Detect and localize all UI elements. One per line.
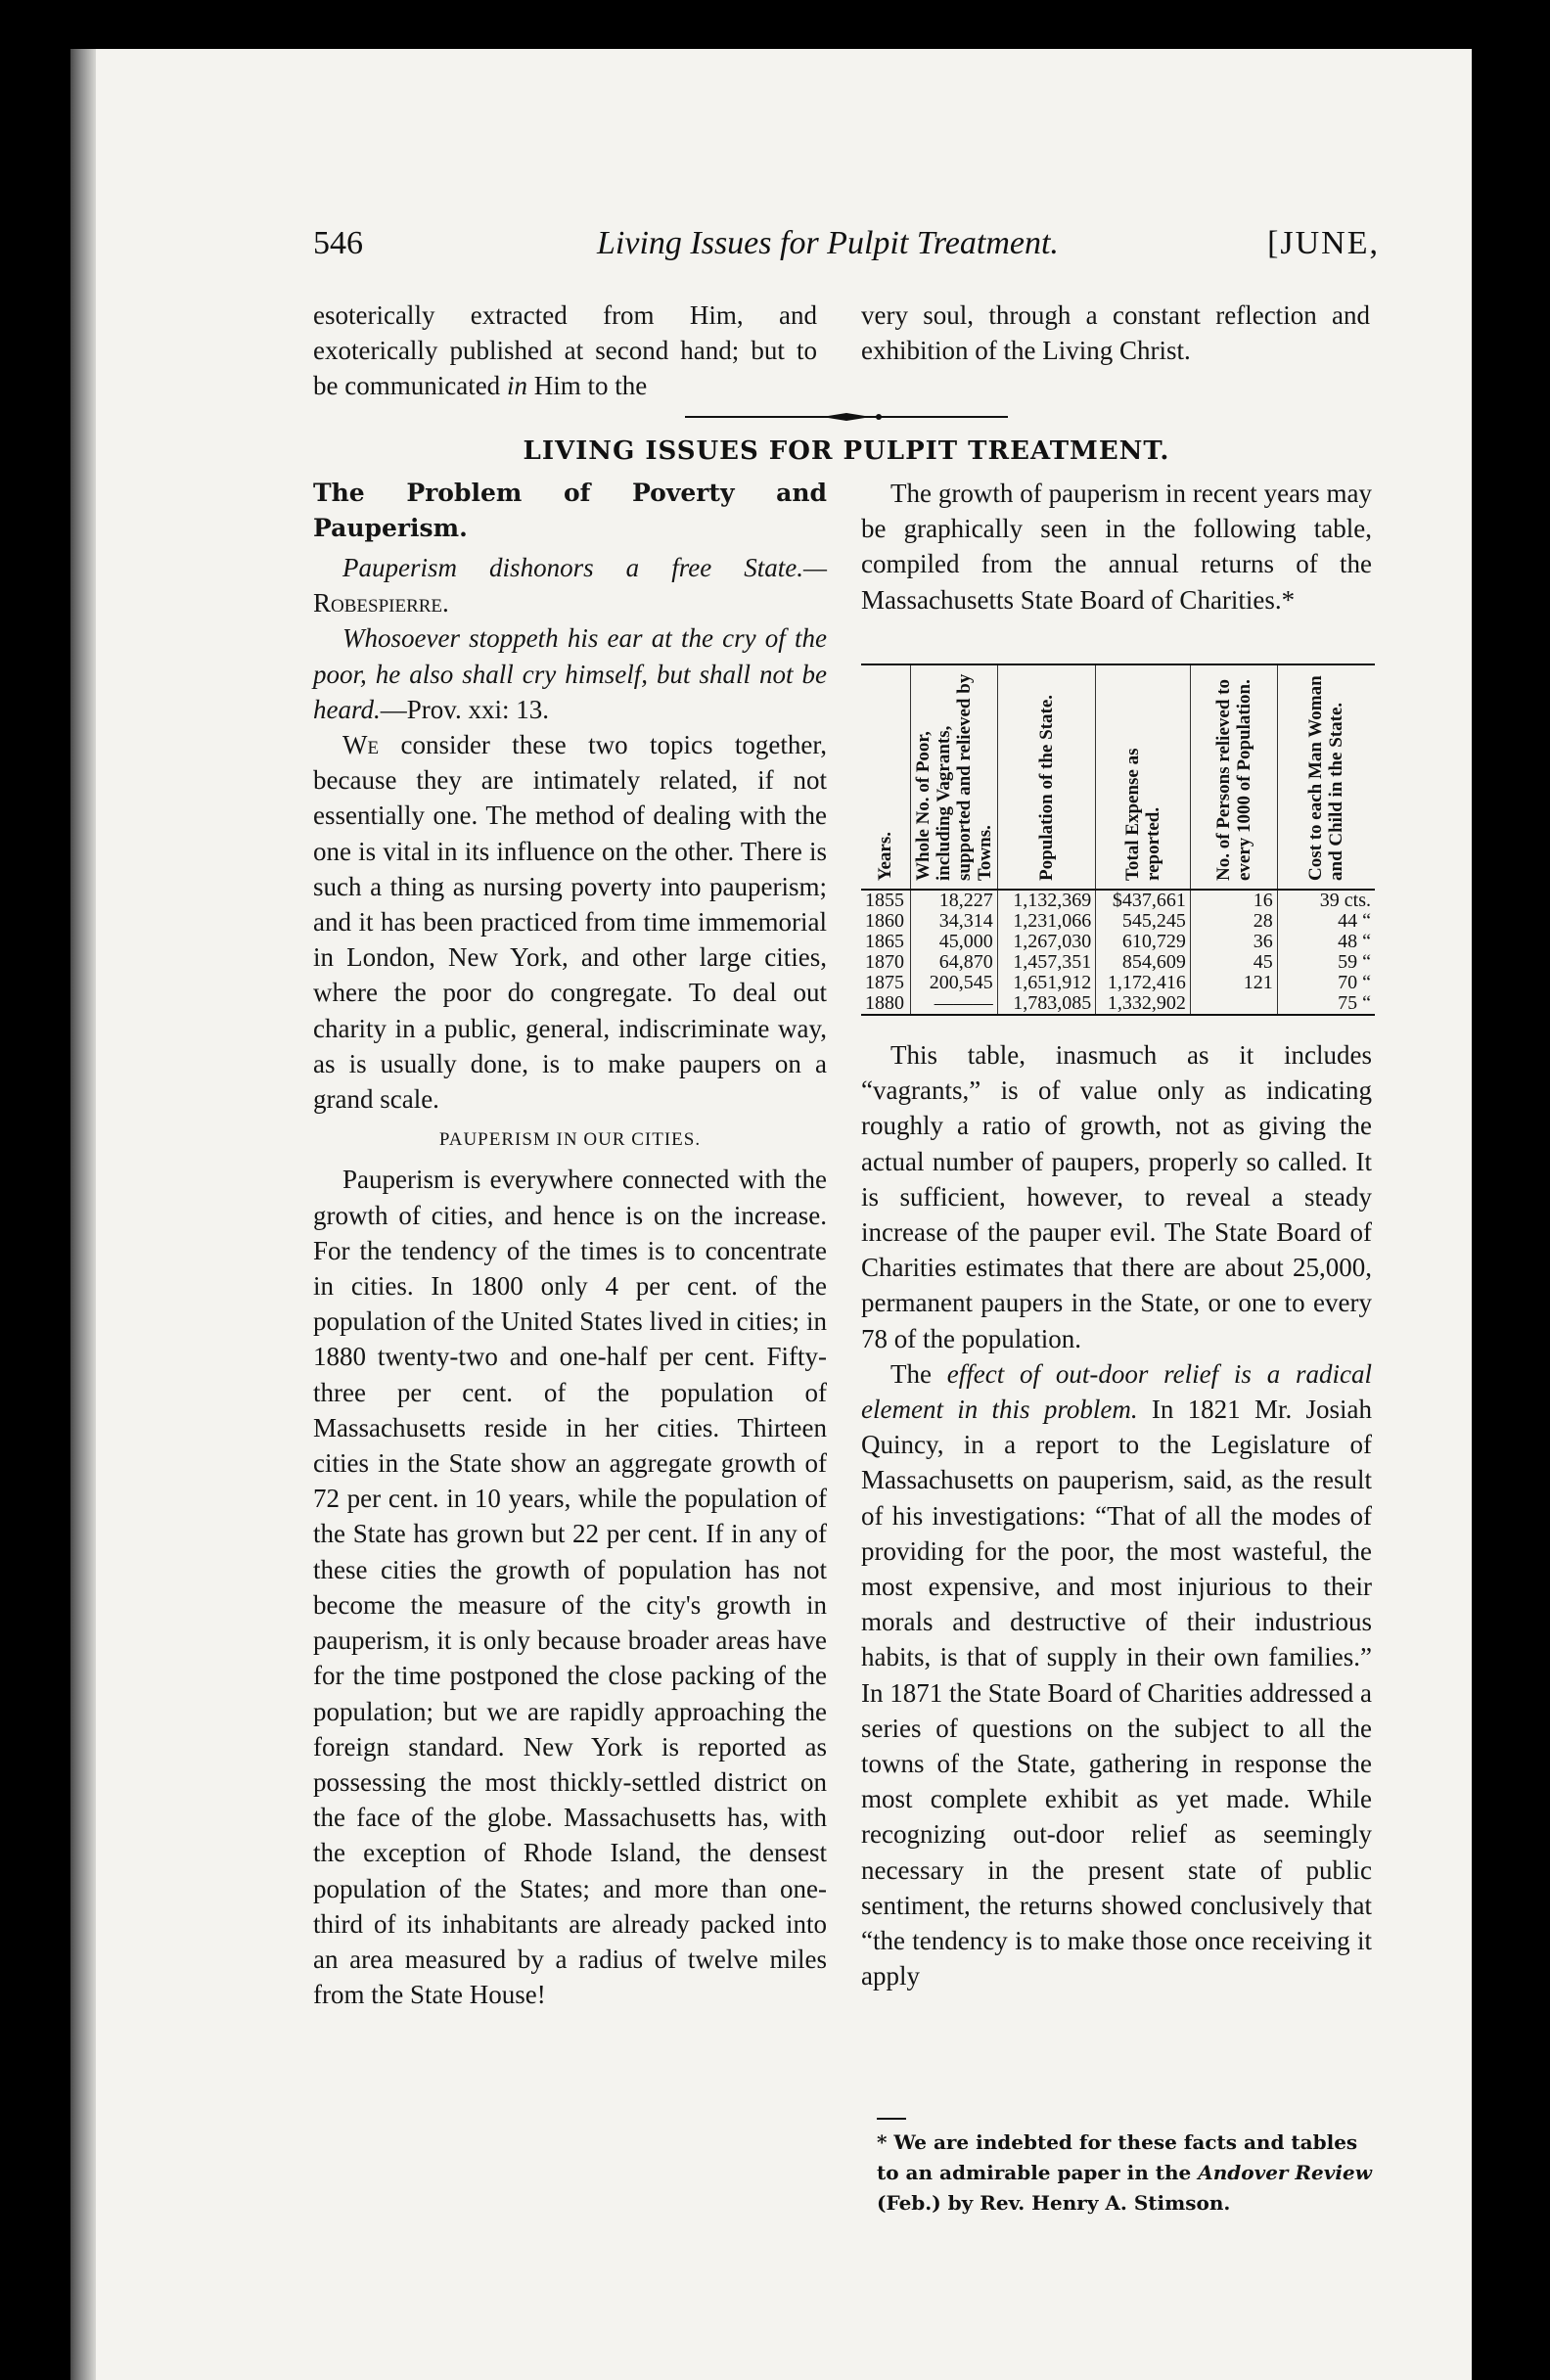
page-number: 546 [313,225,363,261]
table-intro: The growth of pauperism in recent years may be graphically seen in the following table, compiled from the annual returns of the Massachusetts State Board of Charities.* [861,479,1372,615]
intro-paragraph [313,727,827,1117]
intro-lead: We [342,730,380,760]
table-cell: 1,132,369 [997,890,1095,911]
carryover-right-text: very soul, through a constant reflection and exhibition of the Living Christ. [861,300,1370,366]
section-title: LIVING ISSUES FOR PULPIT TREATMENT. [523,436,1170,466]
epigraph-1 [313,550,827,620]
table-cell: 1860 [865,910,904,932]
table-header: Total Expense as reported. [1096,664,1191,890]
footnote-rule [877,2118,906,2120]
table-cell: 200,545 [910,973,997,993]
table-cell: $437,661 [1096,890,1191,911]
table-cell: 28 [1190,911,1277,932]
table-row [861,973,1375,993]
cities-paragraph: Pauperism is everywhere connected with the growth of cities, and hence is on the increase. For the tendency of the times is to concentrate in cities. In 1800 only 4 per cent. of the population of the United States lived in cities; in 1880 twenty-two and one-half per cent. Fifty-three per cent. of the population of Massachusetts reside in her cities. Thirteen cities in the State show an aggregate growth of 72 per cent. in 10 years, while the population of the State has grown but 22 per cent. If in any of these cities the growth of population has not become the measure of the city's growth in pauperism, it is only because broader areas have for the time postponed the close packing of the population; but we are rapidly approaching the foreign standard. New York is reported as possessing the most thickly-settled district on the face of the globe. Massachusetts has, with the exception of Rhode Island, the densest population of the States; and more than one-third of its inhabitants are already packed into an area measured by a radius of twelve miles from the State House! [313,1165,827,2010]
table-cell: 1,457,351 [997,952,1095,973]
book-spine-shadow [70,49,96,2380]
left-column [313,476,827,2012]
table-header: Whole No. of Poor, including Vagrants, supported and relieved by Towns. [910,664,997,890]
table-cell: 1870 [865,951,904,973]
epigraph-1-text: Pauperism dishonors a free State.— [342,553,827,582]
carryover-left-pre: esoterically extracted from Him, and exoterically published at second hand; but to be communicated [313,300,817,401]
table-cell: ——— [910,993,997,1015]
table-header: Population of the State. [997,664,1095,890]
after-table-paragraph: This table, inasmuch as it includes “vagrants,” is of value only as indicating roughly a ratio of growth, not as giving the actual number of paupers, properly so called. It is sufficient, however, to reveal a steady increase of the pauper evil. The State Board of Charities estimates that there are about 25,000, permanent paupers in the State, or one to every 78 of the population. [861,1040,1372,1353]
table-cell: 121 [1190,973,1277,993]
table-cell: 59 “ [1277,952,1375,973]
table-cell [1190,993,1277,1015]
outdoor-relief-paragraph [861,1356,1372,1994]
table-cell: 18,227 [910,890,997,911]
table-header: Years. [861,664,910,890]
running-month: [JUNE, [1267,225,1380,261]
table-row [861,993,1375,1015]
outdoor-italic: effect of out-door relief is a radical element in this problem. [861,1358,1372,1425]
outdoor-lead: The [890,1358,947,1389]
carryover-left [313,298,817,404]
table-cell: 610,729 [1096,932,1191,952]
table-cell: 70 “ [1277,973,1375,993]
table-row [861,911,1375,932]
page-edge-shadow [1472,49,1550,2380]
table-row [861,890,1375,911]
footnote-pre: * We are indebted for these facts and tables to an admirable paper in the [877,2130,1358,2184]
pauperism-table [861,664,1375,1016]
table-header: Cost to each Man Woman and Child in the State. [1277,664,1375,890]
table-cell: 44 “ [1277,911,1375,932]
table-cell: 1865 [865,931,904,952]
running-head [313,225,1380,274]
table-cell: 1880 [861,993,910,1015]
table-row [861,932,1375,952]
table-header-row [861,664,1375,890]
table-cell: 854,609 [1096,952,1191,973]
table-cell: 1,783,085 [997,993,1095,1015]
table-cell: 545,245 [1096,911,1191,932]
ornamental-rule [685,413,1008,421]
table-cell: 34,314 [910,911,997,932]
right-column-body [861,1037,1372,1993]
right-column-intro [861,476,1372,618]
carryover-left-post: Him to the [526,371,648,401]
table-cell: 1,231,066 [997,911,1095,932]
subhead-pauperism-cities: PAUPERISM IN OUR CITIES. [438,1129,702,1151]
footnote-journal: Andover Review [1198,2161,1372,2184]
outdoor-rest: In 1821 Mr. Josiah Quincy, in a report to the Legislature of Massachusetts on pauperism, said, as the result of his investigations: “That of all the modes of providing for the poor, the most wasteful, the most expensive, and most injurious to their morals and destructive of their industrious habits, is that of supply in their own families.” In 1871 the State Board of Charities addressed a series of questions on the subject to all the towns of the State, gathering in response the most complete exhibit as yet made. While recognizing out-door relief as seemingly necessary in the present state of public sentiment, the returns showed conclusively that “the tendency is to make those once receiving it apply [861,1395,1372,1991]
table-body [861,890,1375,1015]
table-cell: 64,870 [910,952,997,973]
carryover-right [861,298,1370,368]
table-cell: 1875 [865,972,904,993]
table-cell: 39 cts. [1277,890,1375,911]
table-row [861,952,1375,973]
epigraph-2-source: —Prov. xxi: 13. [380,694,550,724]
carryover-left-text [313,298,817,404]
epigraph-2 [313,620,827,727]
table-cell: 75 “ [1277,993,1375,1015]
article-heading: The Problem of Poverty and Pauperism. [313,479,827,542]
intro-text: consider these two topics together, because they are intimately related, if not essentially one. The method of dealing with the one is vital in its influence on the other. There is such a thing as nursing poverty into pauperism; and it has been practiced from time immemorial in London, New York, and other large cities, where the poor do congregate. To deal out charity in a public, general, indiscriminate way, as is usually done, is to make paupers on a grand scale. [313,730,827,1115]
footnote [877,2128,1381,2219]
table-cell: 1,172,416 [1096,973,1191,993]
footnote-post: (Feb.) by Rev. Henry A. Stimson. [877,2191,1231,2215]
epigraph-1-author: Robespierre. [313,588,449,618]
epigraph-2-text: Whosoever stoppeth his ear at the cry of the poor, he also shall cry himself, but shall not be heard. [313,623,827,724]
table-cell: 45 [1190,952,1277,973]
table-cell: 1,332,902 [1096,993,1191,1015]
table-cell: 1855 [865,890,904,911]
table-cell: 45,000 [910,932,997,952]
table-cell: 48 “ [1277,932,1375,952]
table-cell: 16 [1190,890,1277,911]
table-cell: 1,651,912 [997,973,1095,993]
table-cell: 36 [1190,932,1277,952]
running-title: Living Issues for Pulpit Treatment. [597,225,1059,261]
carryover-left-in: in [506,371,527,401]
table-cell: 1,267,030 [997,932,1095,952]
table-header: No. of Persons relieved to every 1000 of Population. [1190,664,1277,890]
